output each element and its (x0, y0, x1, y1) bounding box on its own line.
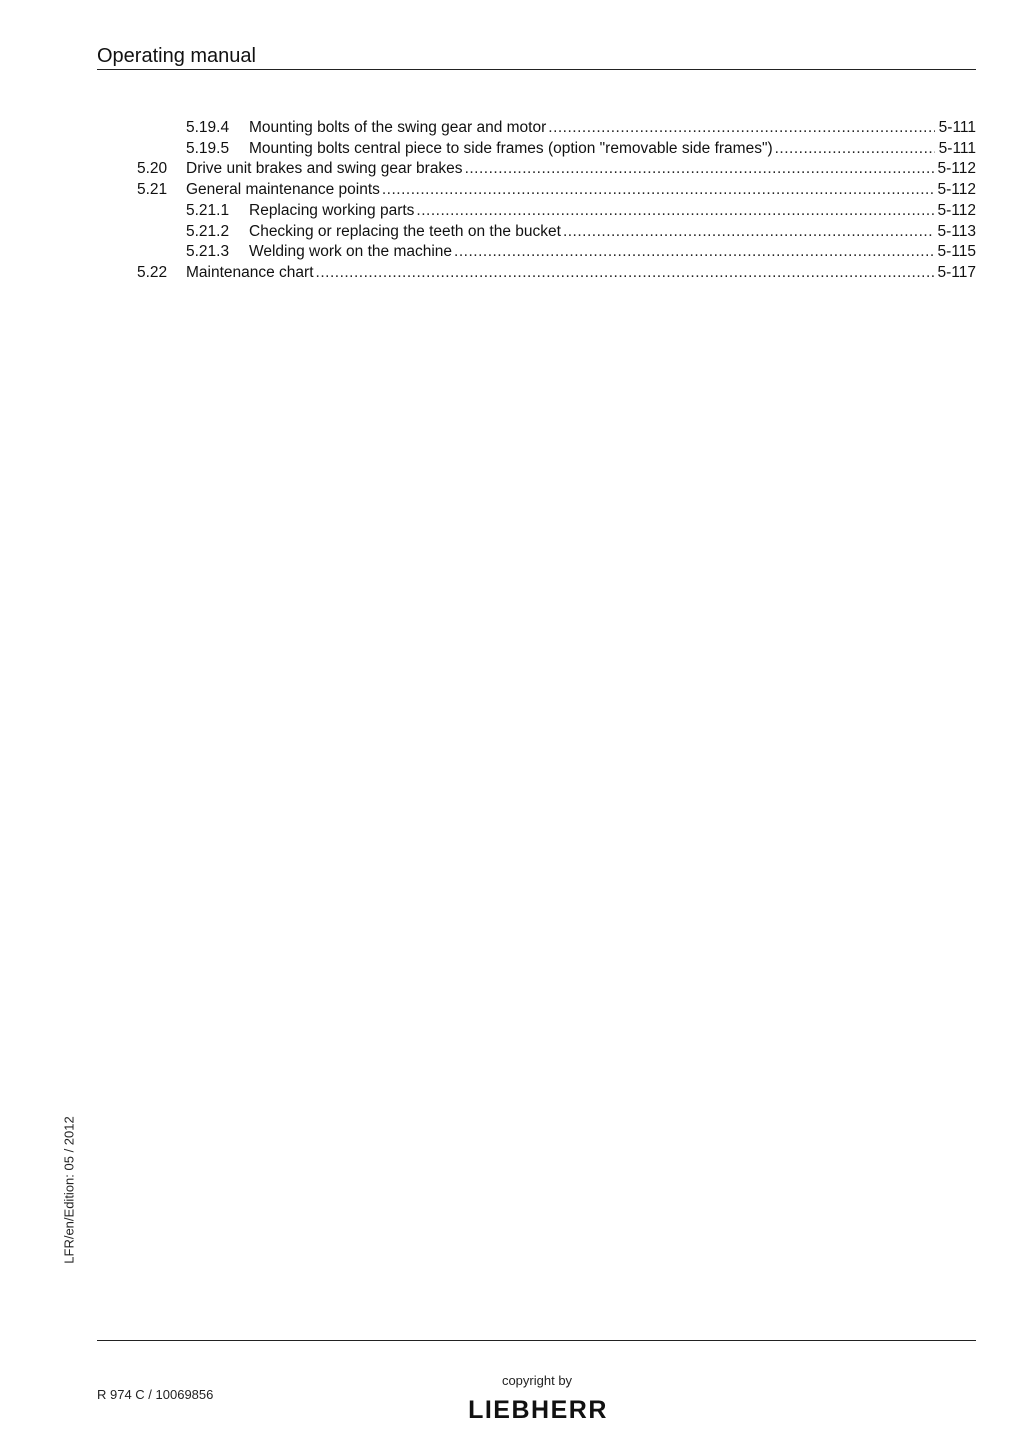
toc-entry-page: 5-113 (937, 222, 976, 240)
toc-entry-page: 5-112 (937, 201, 976, 219)
toc-leader-dots (316, 263, 934, 283)
toc-entry-number: 5.19.4 (186, 119, 230, 136)
toc-entry-title: General maintenance points (186, 181, 380, 199)
toc-entry-title: Replacing working parts (249, 201, 415, 219)
toc-entry-number: 5.21.1 (186, 201, 230, 219)
toc-entry-title: Checking or replacing the teeth on the bucket (249, 222, 561, 240)
toc-entry-title: Drive unit brakes and swing gear brakes (186, 160, 463, 178)
toc-entry[interactable] (186, 139, 976, 159)
toc-entry-number: 5.20 (137, 160, 168, 178)
toc-entry-title: Mounting bolts of the swing gear and motor (249, 119, 547, 136)
toc-entry-page: 5-117 (937, 263, 976, 281)
toc-entry-number: 5.21 (137, 181, 168, 199)
toc-entry[interactable] (186, 222, 976, 242)
toc-leader-dots (382, 180, 934, 200)
toc-leader-dots (548, 118, 934, 138)
toc-entry[interactable] (137, 180, 976, 200)
toc-entry-page: 5-111 (938, 139, 976, 157)
toc-entry[interactable] (186, 242, 976, 262)
toc-entry[interactable] (186, 201, 976, 221)
toc-entry[interactable] (137, 159, 976, 179)
toc-entry-page: 5-112 (937, 160, 976, 178)
toc-entry[interactable] (137, 263, 976, 283)
toc-entry-number: 5.21.3 (186, 243, 230, 261)
edition-note: LFR/en/Edition: 05 / 2012 (61, 1116, 77, 1264)
toc-entry-number: 5.19.5 (186, 139, 230, 157)
toc-leader-dots (454, 242, 933, 262)
footer-divider (97, 1340, 976, 1341)
toc-entry-number: 5.22 (137, 263, 168, 281)
logo-text: LIEBHERR (468, 1397, 608, 1421)
toc-entry-title: Mounting bolts central piece to side frames (option "removable side frames") (249, 139, 773, 157)
copyright-label: copyright by (501, 1373, 573, 1388)
toc-leader-dots (416, 201, 933, 221)
toc-entry-page: 5-111 (938, 119, 976, 136)
page-title: Operating manual (97, 45, 256, 67)
toc-entry-number: 5.21.2 (186, 222, 230, 240)
liebherr-logo (457, 1397, 619, 1421)
toc-entry-title: Welding work on the machine (249, 243, 453, 261)
document-id: R 974 C / 10069856 (97, 1387, 214, 1402)
toc-entry-title: Maintenance chart (186, 263, 314, 281)
toc-leader-dots (465, 159, 934, 179)
toc-entry-page: 5-112 (937, 181, 976, 199)
header-divider (97, 69, 976, 70)
toc-entry[interactable] (186, 118, 976, 138)
toc-leader-dots (563, 222, 934, 242)
toc-entry-page: 5-115 (937, 243, 976, 261)
toc-leader-dots (775, 139, 935, 159)
